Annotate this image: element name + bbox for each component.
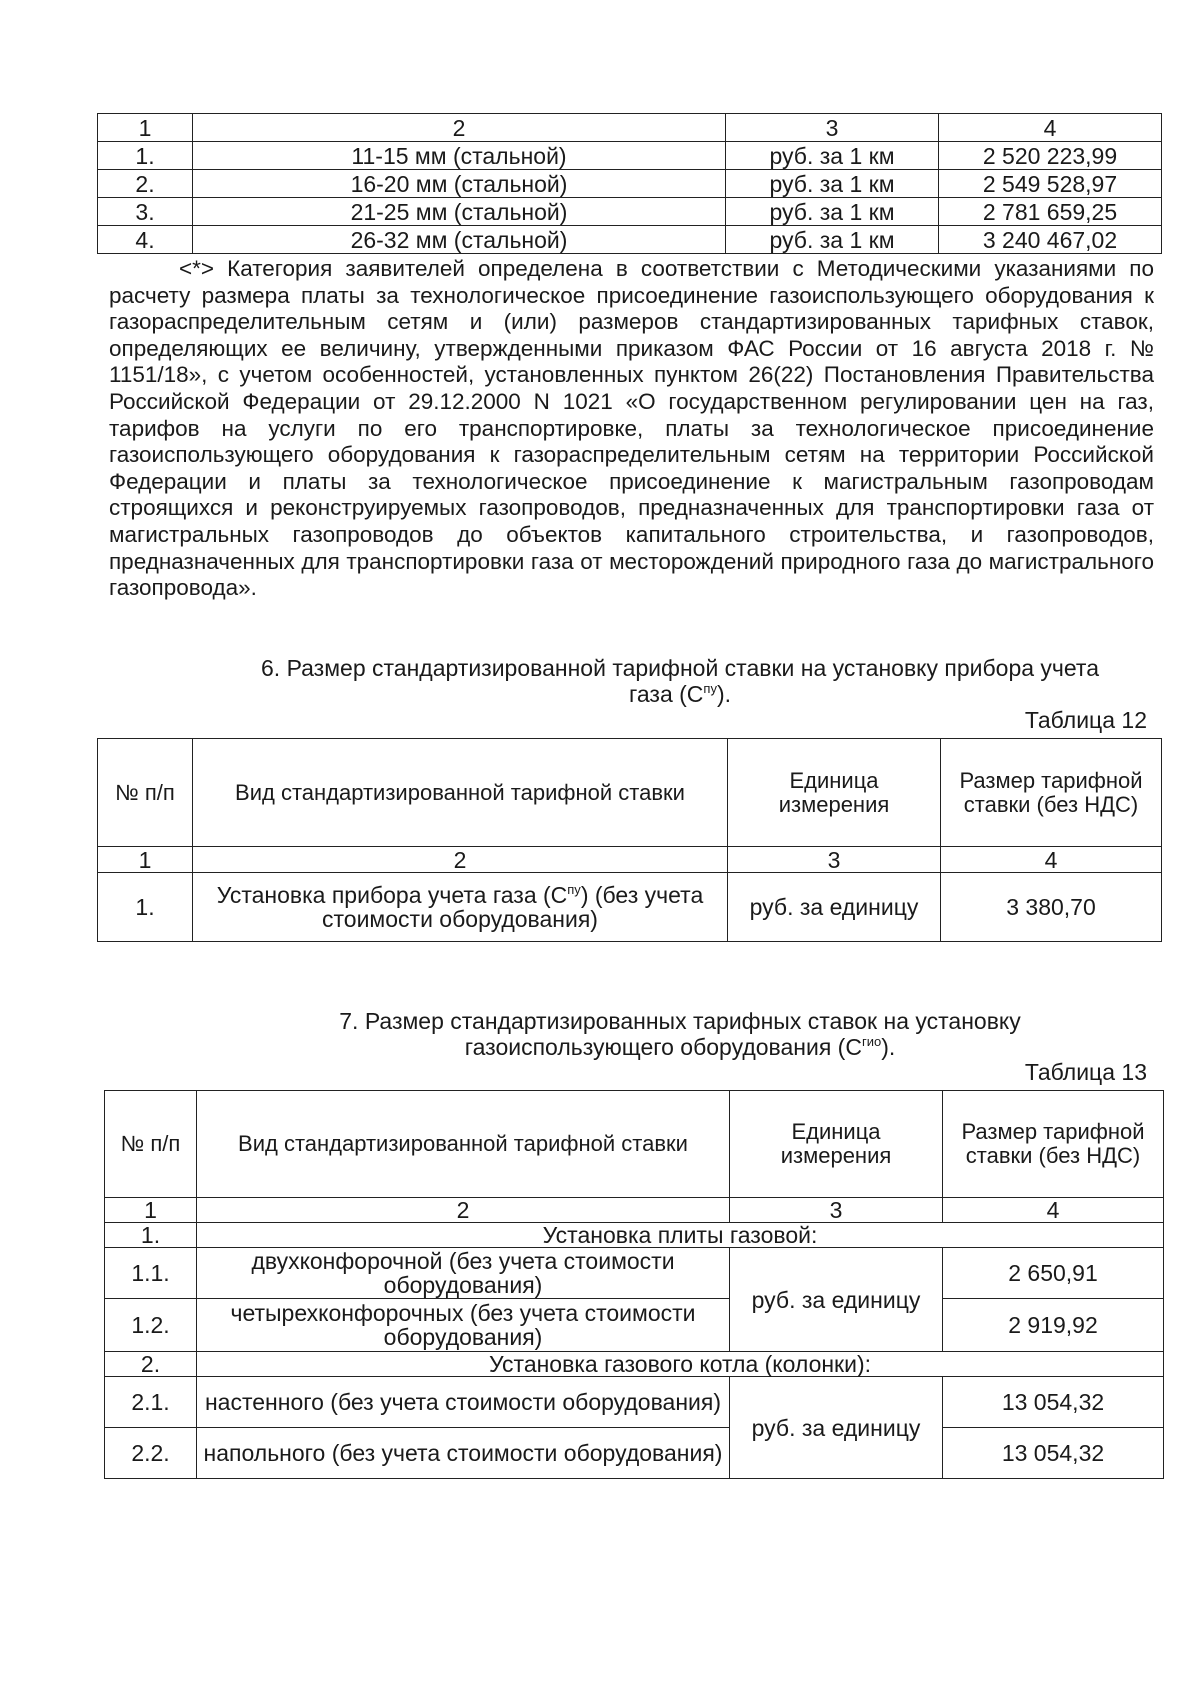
table-cell: 1 (105, 1198, 197, 1223)
group-number: 1. (105, 1223, 197, 1248)
table-row (105, 1428, 1164, 1479)
row-unit: руб. за единицу (728, 873, 941, 942)
header-size: Размер тарифной ставки (без НДС) (943, 1091, 1164, 1198)
row-name: 11-15 мм (стальной) (193, 142, 726, 170)
table-row (105, 1377, 1164, 1428)
tariff-table-continuation (97, 113, 1162, 254)
table-cell: 3 (728, 847, 941, 873)
row-value: 2 549 528,97 (939, 170, 1162, 198)
header-kind: Вид стандартизированной тарифной ставки (193, 739, 728, 847)
row-number: 1.1. (105, 1248, 197, 1299)
table-cell: 4 (943, 1198, 1164, 1223)
table-cell: 1 (98, 847, 193, 873)
row-value: 2 520 223,99 (939, 142, 1162, 170)
row-unit: руб. за 1 км (726, 226, 939, 254)
group-number: 2. (105, 1352, 197, 1377)
row-name: напольного (без учета стоимости оборудования) (197, 1428, 730, 1479)
row-number: 4. (98, 226, 193, 254)
table-cell: 2 (193, 847, 728, 873)
table-cell: 1 (98, 114, 193, 142)
section-7-title (260, 1008, 1100, 1060)
row-value: 3 240 467,02 (939, 226, 1162, 254)
table-cell: 4 (939, 114, 1162, 142)
table-column-numbers-row (98, 114, 1162, 142)
header-size: Размер тарифной ставки (без НДС) (941, 739, 1162, 847)
table-cell: 2 (193, 114, 726, 142)
row-name (193, 873, 728, 942)
table-12-caption: Таблица 12 (1024, 707, 1147, 733)
table-row (105, 1299, 1164, 1352)
row-name: 16-20 мм (стальной) (193, 170, 726, 198)
row-name-superscript: пу (567, 882, 581, 897)
row-unit: руб. за 1 км (726, 198, 939, 226)
table-row (98, 873, 1162, 942)
group-row (105, 1352, 1164, 1377)
row-value: 2 650,91 (943, 1248, 1164, 1299)
footnote-text: <*> Категория заявителей определена в соответствии с Методическими указаниями по расчету размера платы за технологическое присоединение газоиспользующего оборудования к газораспределительным сетям и (или) размеров стандартизированных тарифных ставок, определяющих ее величину, утвержденными приказом ФАС России от 16 августа 2018 г. № 1151/18», с учетом особенностей, установленных пунктом 26(22) Постановления Правительства Российской Федерации от 29.12.2000 N 1021 «О государственном регулировании цен на газ, тарифов на услуги по его транспортировке, платы за технологическое присоединение газоиспользующего оборудования к газораспределительным сетям на территории Российской Федерации и платы за технологическое присоединение к магистральным газопроводам строящихся и реконструируемых газопроводов, предназначенных для транспортировки газа от магистральных газопроводов до объектов капитального строительства, и газопроводов, предназначенных для транспортировки газа от месторождений природного газа до магистрального газопровода». (109, 256, 1154, 601)
table-column-numbers-row (98, 847, 1162, 873)
row-value: 3 380,70 (941, 873, 1162, 942)
title-text: ). (881, 1034, 896, 1060)
table-13-caption: Таблица 13 (1024, 1059, 1147, 1085)
row-unit: руб. за 1 км (726, 170, 939, 198)
table-row (98, 198, 1162, 226)
section-7-title-line1: 7. Размер стандартизированных тарифных ставок на установку (339, 1008, 1021, 1034)
row-value: 13 054,32 (943, 1377, 1164, 1428)
header-num: № п/п (98, 739, 193, 847)
row-name: настенного (без учета стоимости оборудования) (197, 1377, 730, 1428)
row-name: двухконфорочной (без учета стоимости оборудования) (197, 1248, 730, 1299)
row-value: 13 054,32 (943, 1428, 1164, 1479)
section-6-title-line1: 6. Размер стандартизированной тарифной ставки на установку прибора учета (261, 655, 1099, 681)
table-cell: 2 (197, 1198, 730, 1223)
title-text: газоиспользующего оборудования (С (464, 1034, 862, 1060)
section-6-title (200, 655, 1160, 707)
section-6-title-line2 (200, 681, 1160, 707)
row-name: 21-25 мм (стальной) (193, 198, 726, 226)
table-column-numbers-row (105, 1198, 1164, 1223)
row-name: 26-32 мм (стальной) (193, 226, 726, 254)
tariff-table-13 (104, 1090, 1164, 1479)
table-header-row (105, 1091, 1164, 1198)
row-unit: руб. за 1 км (726, 142, 939, 170)
row-number: 1. (98, 142, 193, 170)
title-text: газа (С (628, 681, 704, 707)
row-name-text: Установка прибора учета газа (С (216, 882, 568, 908)
section-7-title-line2 (260, 1034, 1100, 1060)
table-header-row (98, 739, 1162, 847)
group-title: Установка плиты газовой: (197, 1223, 1164, 1248)
row-unit: руб. за единицу (730, 1248, 943, 1352)
group-title: Установка газового котла (колонки): (197, 1352, 1164, 1377)
header-unit: Единица измерения (730, 1091, 943, 1198)
group-row (105, 1223, 1164, 1248)
row-number: 1. (98, 873, 193, 942)
row-unit: руб. за единицу (730, 1377, 943, 1479)
row-value: 2 919,92 (943, 1299, 1164, 1352)
row-name-text: ) (без учета стоимости оборудования) (322, 882, 704, 932)
title-superscript: гио (861, 1034, 882, 1049)
table-row (98, 142, 1162, 170)
title-text: ). (716, 681, 732, 707)
tariff-table-12 (97, 738, 1162, 942)
row-number: 2.2. (105, 1428, 197, 1479)
footnote-paragraph (109, 256, 1154, 602)
table-cell: 4 (941, 847, 1162, 873)
table-row (98, 170, 1162, 198)
table-cell: 3 (726, 114, 939, 142)
row-number: 2. (98, 170, 193, 198)
header-kind: Вид стандартизированной тарифной ставки (197, 1091, 730, 1198)
table-row (105, 1248, 1164, 1299)
header-unit: Единица измерения (728, 739, 941, 847)
title-superscript: пу (703, 681, 717, 696)
row-number: 1.2. (105, 1299, 197, 1352)
table-row (98, 226, 1162, 254)
row-name: четырехконфорочных (без учета стоимости оборудования) (197, 1299, 730, 1352)
row-number: 3. (98, 198, 193, 226)
table-cell: 3 (730, 1198, 943, 1223)
header-num: № п/п (105, 1091, 197, 1198)
row-number: 2.1. (105, 1377, 197, 1428)
row-value: 2 781 659,25 (939, 198, 1162, 226)
